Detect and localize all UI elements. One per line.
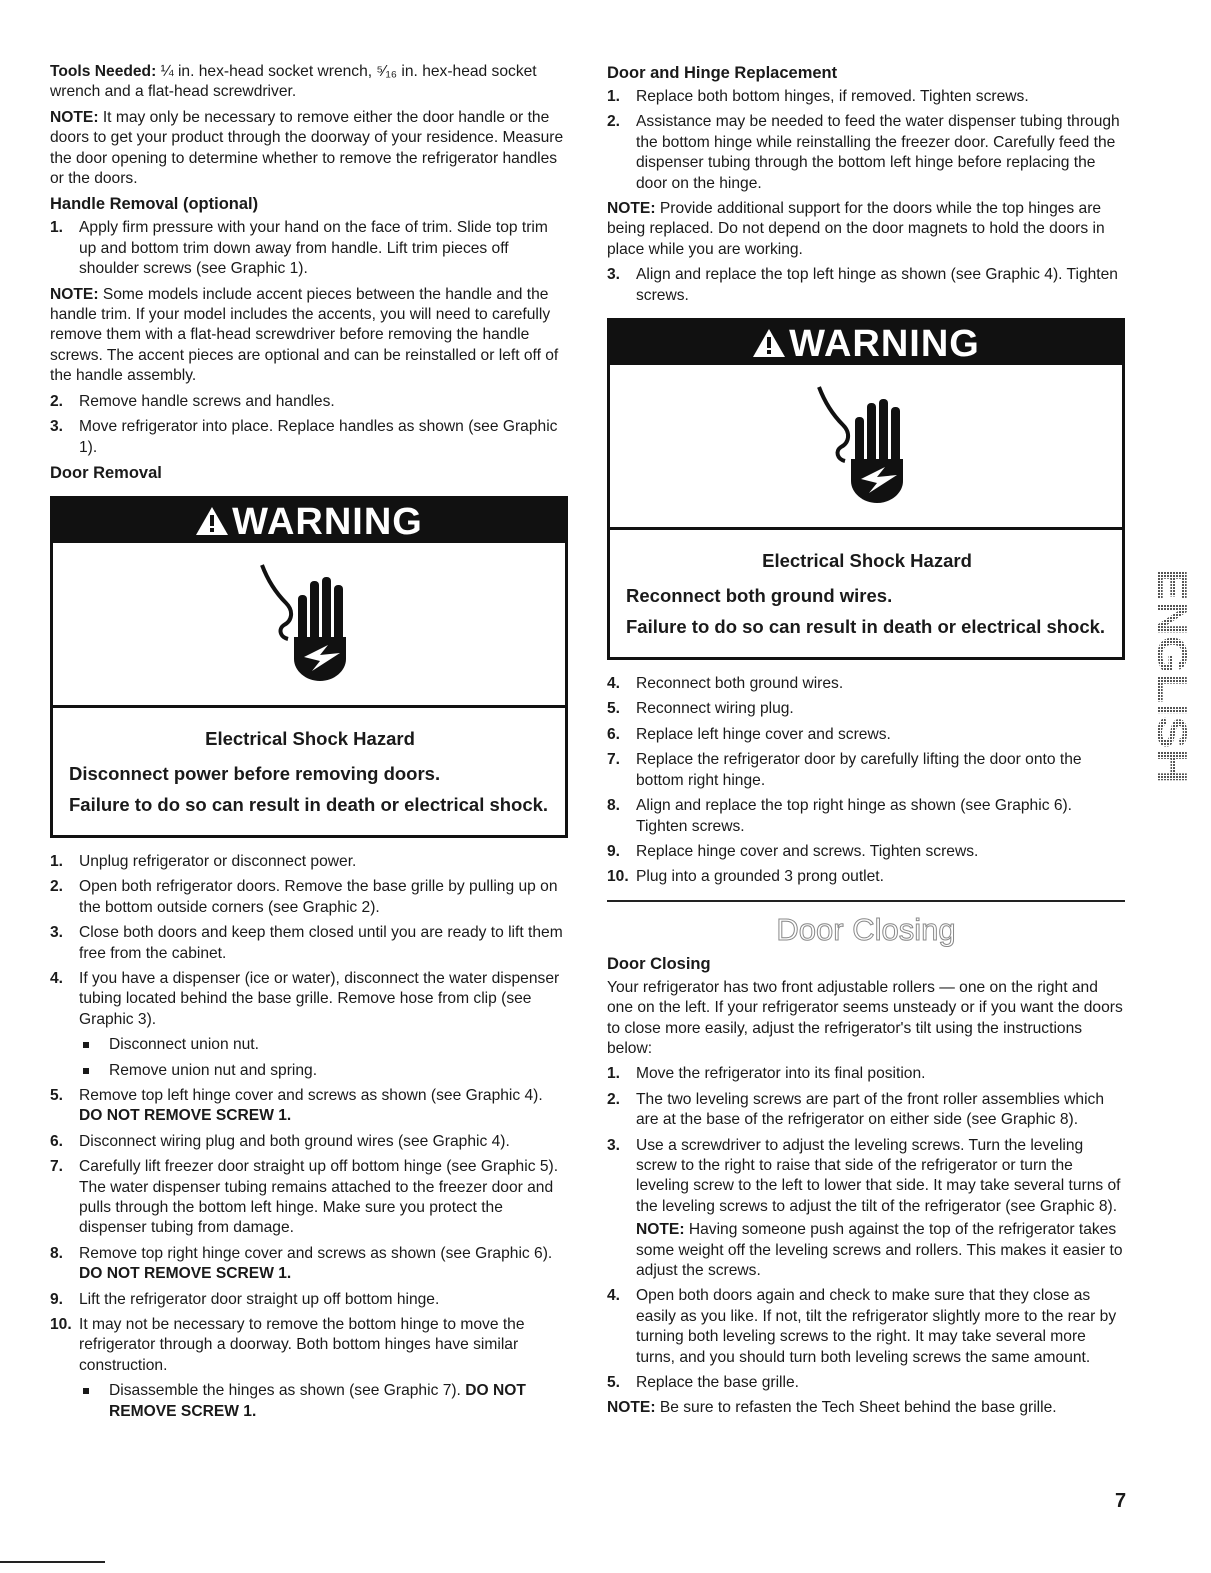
list-item: 3. Align and replace the top left hinge as shown (see Graphic 4). Tighten screws. [607, 266, 1118, 304]
warning-line-2: Failure to do so can result in death or electrical shock. [626, 616, 1106, 638]
sub-list [79, 1381, 568, 1422]
door-closing-heading: Door Closing [607, 954, 711, 973]
list-item: 1. Move the refrigerator into its final position. [607, 1065, 926, 1083]
list-item: 5. Remove top left hinge cover and screws as shown (see Graphic 4). DO NOT REMOVE SCREW 1. [50, 1086, 543, 1125]
square-bullet-icon [83, 1388, 89, 1394]
list-item: 1. Unplug refrigerator or disconnect power. [50, 852, 357, 870]
reinstall-steps [607, 674, 1125, 888]
page-number: 7 [1115, 1490, 1127, 1512]
warning-header: WARNING [53, 499, 565, 543]
door-removal-heading: Door Removal [50, 463, 162, 482]
list-item: 6. Disconnect wiring plug and both ground wires (see Graphic 4). [50, 1132, 510, 1150]
list-item: 4. If you have a dispenser (ice or water), disconnect the water dispenser tubing located behind the base grille. Remove hose from clip (see Graphic 3). Disconnect union nut. Remove union nut and spring. [50, 969, 568, 1081]
square-bullet-icon [83, 1042, 89, 1048]
list-item: 6. Replace left hinge cover and screws. [607, 725, 891, 743]
list-item: 8. Align and replace the top right hinge as shown (see Graphic 6). Tighten screws. [607, 797, 1073, 835]
list-item: 5. Reconnect wiring plug. [607, 700, 794, 718]
list-item: 1. Apply firm pressure with your hand on the face of trim. Slide top trim up and bottom trim down away from handle. Lift trim pieces off shoulder screws (see Graphic 1). [50, 219, 548, 278]
warning-body [610, 530, 1122, 657]
list-item: 4. Reconnect both ground wires. [607, 675, 844, 693]
warning-box-reconnect [607, 318, 1125, 660]
hazard-title: Electrical Shock Hazard [762, 550, 972, 572]
list-item: 7. Replace the refrigerator door by carefully lifting the door onto the bottom right hinge. [607, 751, 1082, 789]
door-closing-intro: Your refrigerator has two front adjustable rollers — one on the right and one on the left. If your refrigerator seems unsteady or if you want the doors to close more easily, adjust the refrigerator's tilt using the instructions below: [607, 978, 1123, 1057]
warning-triangle-icon [195, 506, 229, 536]
list-item: 2. Assistance may be needed to feed the water dispenser tubing through the bottom hinge while reinstalling the freezer door. Carefully feed the dispenser tubing through the bottom left hinge before replacing the door on the hinge. [607, 113, 1120, 192]
hazard-title: Electrical Shock Hazard [205, 727, 415, 749]
list-item: 10. Plug into a grounded 3 prong outlet. [607, 868, 884, 886]
door-closing-steps [607, 1064, 1125, 1393]
left-column [50, 62, 568, 1427]
note-accent-pieces: NOTE: Some models include accent pieces between the handle and the handle trim. If your model includes the accents, you will need to carefully remove them with a flat-head screwdriver before removing the handle screws. The accent pieces are optional and can be reinstalled or left off of the handle assembly. [50, 285, 559, 385]
english-side-tab [1148, 565, 1196, 788]
handle-steps-continued [50, 392, 568, 458]
section-divider [607, 900, 1125, 902]
list-item: 2. The two leveling screws are part of the front roller assemblies which are at the base of the refrigerator on either side (see Graphic 8). [607, 1090, 1105, 1129]
note-tech-sheet: NOTE: Be sure to refasten the Tech Sheet behind the base grille. [607, 1399, 1057, 1417]
sub-list-item: Disassemble the hinges as shown (see Graphic 7). DO NOT REMOVE SCREW 1. [79, 1381, 568, 1422]
warning-line-2: Failure to do so can result in death or electrical shock. [69, 793, 549, 815]
hinge-steps [607, 87, 1125, 194]
warning-line-1: Disconnect power before removing doors. [69, 762, 441, 784]
square-bullet-icon [83, 1068, 89, 1074]
list-item: 7. Carefully lift freezer door straight up off bottom hinge (see Graphic 5). The water dispenser tubing remains attached to the freezer door and pulls through the bottom left hinge. Make sure you protect the dispenser tubing from damage. [50, 1158, 559, 1237]
warning-line-1: Reconnect both ground wires. [626, 585, 893, 607]
door-closing-section-title: Door Closing [776, 911, 956, 947]
list-item: 2. Open both refrigerator doors. Remove the base grille by pulling up on the bottom outside corners (see Graphic 2). [50, 878, 558, 916]
handle-steps [50, 218, 568, 279]
hinge-steps-continued [607, 265, 1125, 306]
electrical-shock-hand-icon [53, 543, 565, 708]
warning-header: WARNING [610, 321, 1122, 365]
bottom-rule [0, 1561, 105, 1563]
sub-list [79, 1035, 568, 1081]
note-support-doors: NOTE: Provide additional support for the doors while the top hinges are being replaced. Do not depend on the door magnets to hold the doors in place while you are working. [607, 200, 1105, 258]
list-item: 3. Use a screwdriver to adjust the leveling screws. Turn the leveling screw to the right to raise that side of the refrigerator or turn the leveling screw to the left to lower that side. It may take several turns of the leveling screws to adjust the tilt of the refrigerator (see Graphic 8). NOTE: Having someone push against the top of the refrigerator takes some weight off the leveling screws and rollers. This makes it easier to adjust the screws. [607, 1136, 1125, 1282]
door-hinge-replacement-heading: Door and Hinge Replacement [607, 64, 838, 82]
list-item: 4. Open both doors again and check to make sure that they close as easily as you like. If not, tilt the refrigerator slightly more to the rear by turning both leveling screws to the right. It may take several more turns, and you should turn both leveling screws the same amount. [607, 1287, 1117, 1366]
list-item: 3. Move refrigerator into place. Replace handles as shown (see Graphic 1). [50, 418, 558, 456]
warning-triangle-icon [752, 328, 786, 358]
handle-removal-heading: Handle Removal (optional) [50, 195, 259, 214]
list-item: 9. Lift the refrigerator door straight up off bottom hinge. [50, 1290, 440, 1308]
side-tab-label: ENGLISH [1148, 568, 1196, 756]
list-item: 10. It may not be necessary to remove the bottom hinge to move the refrigerator through a doorway. Both bottom hinges have similar construction. Disassemble the hinges as shown (see Graphic 7). DO NOT REMOVE SCREW 1. [50, 1315, 568, 1422]
list-item: 1. Replace both bottom hinges, if removed. Tighten screws. [607, 88, 1029, 105]
list-item: 2. Remove handle screws and handles. [50, 392, 335, 410]
note-push-top: NOTE: Having someone push against the top of the refrigerator takes some weight off the leveling screws and rollers. This makes it easier to adjust the screws. [636, 1221, 1123, 1279]
list-item: 3. Close both doors and keep them closed until you are ready to lift them free from the cabinet. [50, 924, 563, 962]
tools-needed: Tools Needed: ¼ in. hex-head socket wrench, ⁵⁄₁₆ in. hex-head socket wrench and a flat-head screwdriver. [50, 63, 537, 101]
warning-box-disconnect [50, 496, 568, 838]
list-item: 8. Remove top right hinge cover and screws as shown (see Graphic 6). DO NOT REMOVE SCREW 1. [50, 1244, 553, 1283]
right-column [607, 62, 1125, 1424]
sub-list-item: Remove union nut and spring. [79, 1061, 568, 1081]
note-handle-or-doors: NOTE: It may only be necessary to remove either the door handle or the doors to get your product through the doorway of your residence. Measure the door opening to determine whether to remove the refrigerator handles or the doors. [50, 108, 564, 188]
electrical-shock-hand-icon [610, 365, 1122, 530]
sub-list-item: Disconnect union nut. [79, 1035, 568, 1055]
door-removal-steps [50, 852, 568, 1422]
list-item: 9. Replace hinge cover and screws. Tighten screws. [607, 842, 979, 860]
list-item: 5. Replace the base grille. [607, 1374, 799, 1392]
warning-body [53, 708, 565, 835]
